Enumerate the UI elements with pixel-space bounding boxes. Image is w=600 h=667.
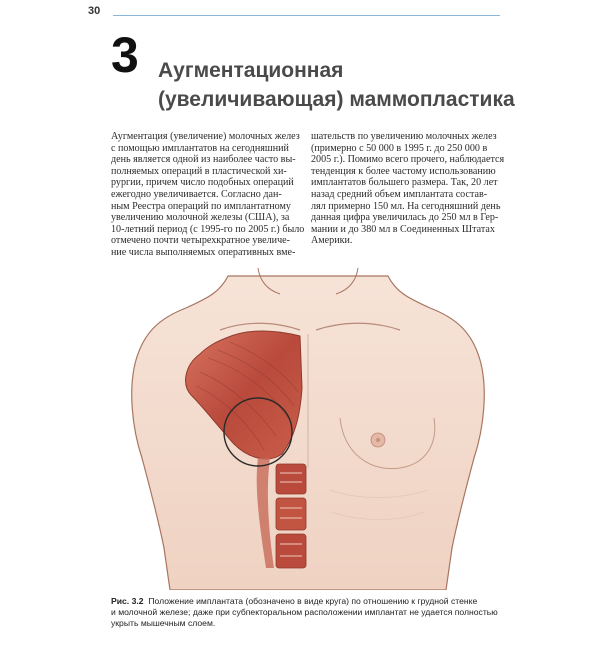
- body-line: назад средний объем имплантата состав-: [311, 188, 488, 200]
- rectus-band-1: [276, 464, 306, 494]
- body-line: 10-летний период (с 1995-го по 2005 г.) было: [111, 223, 304, 235]
- body-text-right-column: [311, 131, 504, 247]
- body-text-left-column: [111, 131, 304, 259]
- anatomy-illustration: [108, 268, 508, 590]
- body-line: с помощью имплантатов на сегодняшний: [111, 142, 289, 154]
- page-number: 30: [88, 5, 101, 17]
- caption-line: укрыть мышечным слоем.: [111, 618, 216, 628]
- caption-line: и молочной железе; даже при субпекторальном расположении имплантат не удается полностью: [111, 607, 498, 617]
- body-line: (примерно с 50 000 в 1995 г. до 250 000 в: [311, 142, 488, 154]
- body-line: 2005 г.). Помимо всего прочего, наблюдается: [311, 154, 504, 166]
- body-line: тенденция к более частому использованию: [311, 165, 496, 177]
- body-line: ным Реестра операций по имплантатному: [111, 200, 291, 212]
- body-line: полняемых операций в пластической хи-: [111, 165, 287, 177]
- body-line: ние числа выполняемых оперативных вме-: [111, 246, 296, 258]
- body-line: отмечено почти четырехкратное увеличе-: [111, 235, 291, 247]
- body-line: мании и до 380 мл в Соединенных Штатах: [311, 223, 495, 235]
- nipple-center: [376, 438, 380, 442]
- rectus-band-2: [276, 498, 306, 530]
- body-line: Аугментация (увеличение) молочных желез: [111, 131, 300, 142]
- body-line: ежегодно увеличивается. Согласно дан-: [111, 188, 282, 200]
- body-line: шательств по увеличению молочных желез: [311, 131, 497, 142]
- body-line: имплантатов большего размера. Так, 20 лет: [311, 177, 498, 189]
- chapter-title: [158, 56, 515, 114]
- body-line: данная цифра увеличилась до 250 мл в Гер-: [311, 212, 499, 224]
- rectus-band-3: [276, 534, 306, 568]
- body-line: лял примерно 150 мл. На сегодняшний день: [311, 200, 501, 212]
- caption-line: Положение имплантата (обозначено в виде круга) по отношению к грудной стенке: [148, 596, 478, 606]
- body-line: Америки.: [311, 235, 353, 247]
- body-line: рургии, причем число подобных операций: [111, 177, 294, 189]
- body-line: день является одной из наиболее часто вы-: [111, 154, 296, 166]
- chapter-title-line-2: (увеличивающая) маммопластика: [158, 88, 515, 111]
- header-rule: [113, 15, 500, 16]
- chapter-number: 3: [111, 27, 139, 83]
- figure-caption: [111, 596, 501, 629]
- caption-label: Рис. 3.2: [111, 596, 144, 606]
- body-line: увеличению молочной железы (США), за: [111, 212, 290, 224]
- chapter-title-line-1: Аугментационная: [158, 59, 344, 82]
